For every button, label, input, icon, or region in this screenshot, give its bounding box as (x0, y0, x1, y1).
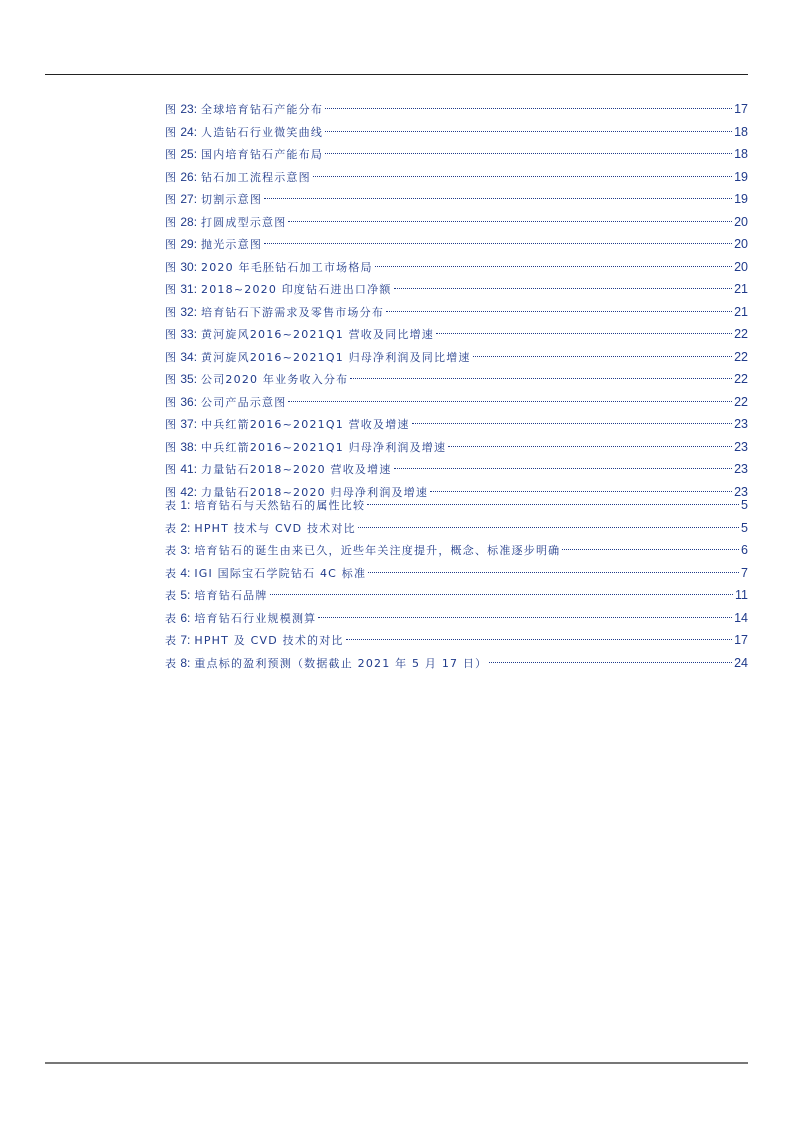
entry-title: 钻石加工流程示意图 (201, 170, 311, 184)
entry-prefix: 图 (165, 350, 177, 364)
entry-title: 公司产品示意图 (201, 395, 287, 409)
toc-entry[interactable] (165, 98, 748, 121)
entry-label (165, 346, 197, 370)
entry-page-number: 22 (734, 327, 748, 341)
entry-title: 重点标的盈利预测（数据截止 2021 年 5 月 17 日） (194, 656, 488, 670)
entry-number: 36: (180, 394, 198, 409)
entry-number: 34: (180, 349, 198, 364)
entry-number: 28: (180, 214, 198, 229)
toc-entry[interactable] (165, 458, 748, 481)
entry-title: HPHT 技术与 CVD 技术对比 (194, 521, 356, 535)
entry-label (165, 458, 197, 482)
entry-number: 41: (180, 462, 198, 476)
entry-number: 5: (180, 588, 191, 602)
entry-prefix: 图 (165, 373, 177, 386)
entry-title: 培育钻石的诞生由来已久，近些年关注度提升，概念、标准逐步明确 (194, 544, 561, 557)
entry-label (165, 323, 197, 347)
toc-entry[interactable] (165, 391, 748, 414)
dot-leader (264, 243, 732, 244)
dot-leader (394, 468, 733, 469)
entry-page-number: 17 (734, 633, 748, 647)
entry-page-number: 17 (734, 102, 748, 116)
toc-entry[interactable] (165, 188, 748, 211)
entry-label (165, 629, 190, 653)
entry-prefix: 表 (165, 634, 177, 647)
toc-entry[interactable] (165, 346, 748, 369)
header-rule (45, 74, 748, 75)
dot-leader (448, 446, 732, 447)
entry-page-number: 5 (741, 520, 748, 535)
entry-number: 1: (180, 498, 191, 512)
entry-number: 31: (180, 282, 198, 296)
entry-title: 切割示意图 (201, 193, 263, 206)
entry-prefix: 图 (165, 463, 177, 476)
entry-prefix: 表 (165, 656, 177, 670)
dot-leader (562, 549, 739, 550)
entry-page-number: 23 (734, 439, 748, 454)
dot-leader (386, 311, 732, 312)
entry-prefix: 图 (165, 305, 177, 319)
dot-leader (270, 594, 733, 595)
entry-number: 37: (180, 417, 198, 431)
entry-page-number: 23 (734, 484, 748, 499)
toc-entry[interactable] (165, 413, 748, 436)
dot-leader (473, 356, 733, 357)
entry-label (165, 494, 190, 518)
dot-leader (325, 131, 732, 132)
entry-prefix: 图 (165, 283, 177, 296)
toc-entry[interactable] (165, 143, 748, 166)
entry-prefix: 表 (165, 499, 177, 512)
entry-number: 8: (180, 655, 191, 670)
entry-title: 抛光示意图 (201, 238, 263, 251)
toc-entry[interactable] (165, 301, 748, 324)
entry-prefix: 图 (165, 238, 177, 251)
dot-leader (313, 176, 732, 177)
entry-number: 25: (180, 147, 198, 161)
entry-title: 2018~2020 印度钻石进出口净额 (201, 283, 392, 296)
toc-entry[interactable] (165, 539, 748, 562)
entry-number: 2: (180, 520, 191, 535)
entry-number: 4: (180, 565, 191, 580)
dot-leader (288, 221, 732, 222)
entry-label (165, 413, 197, 437)
toc-entry[interactable] (165, 436, 748, 459)
entry-title: 打圆成型示意图 (201, 215, 287, 229)
entry-prefix: 表 (165, 566, 177, 580)
dot-leader (264, 198, 732, 199)
toc-entry[interactable] (165, 562, 748, 585)
entry-number: 7: (180, 633, 191, 647)
entry-label (165, 607, 190, 631)
dot-leader (325, 153, 732, 154)
entry-number: 24: (180, 124, 198, 139)
entry-page-number: 19 (734, 192, 748, 206)
dot-leader (394, 288, 733, 289)
dot-leader (288, 401, 732, 402)
entry-prefix: 表 (165, 589, 177, 602)
figure-index (165, 98, 748, 503)
entry-title: 公司2020 年业务收入分布 (201, 373, 349, 386)
entry-label (165, 233, 197, 257)
entry-label (165, 256, 197, 280)
entry-number: 33: (180, 327, 198, 341)
entry-page-number: 23 (734, 462, 748, 476)
toc-entry[interactable] (165, 607, 748, 630)
entry-page-number: 23 (734, 417, 748, 431)
entry-number: 32: (180, 304, 198, 319)
entry-page-number: 24 (734, 655, 748, 670)
toc-entry[interactable] (165, 256, 748, 279)
entry-page-number: 11 (735, 588, 748, 602)
dot-leader (375, 266, 732, 267)
entry-page-number: 18 (734, 124, 748, 139)
dot-leader (367, 504, 739, 505)
dot-leader (318, 617, 732, 618)
entry-page-number: 5 (741, 498, 748, 512)
entry-label (165, 539, 190, 563)
entry-title: 培育钻石与天然钻石的属性比较 (194, 499, 366, 512)
entry-label (165, 652, 190, 676)
entry-label (165, 301, 197, 325)
toc-entry[interactable] (165, 323, 748, 346)
entry-page-number: 14 (734, 610, 748, 625)
entry-number: 42: (180, 484, 198, 499)
dot-leader (358, 527, 739, 528)
entry-page-number: 22 (734, 372, 748, 386)
dot-leader (368, 572, 739, 573)
entry-number: 30: (180, 259, 198, 274)
entry-title: 力量钻石2018~2020 营收及增速 (201, 463, 392, 476)
entry-label (165, 211, 197, 235)
entry-label (165, 98, 197, 122)
toc-entry[interactable] (165, 584, 748, 607)
entry-title: 2020 年毛胚钻石加工市场格局 (201, 260, 373, 274)
toc-entry[interactable] (165, 121, 748, 144)
entry-page-number: 21 (734, 282, 748, 296)
toc-entry[interactable] (165, 278, 748, 301)
entry-page-number: 22 (734, 394, 748, 409)
dot-leader (346, 639, 732, 640)
entry-page-number: 20 (734, 214, 748, 229)
entry-page-number: 20 (734, 237, 748, 251)
entry-label (165, 436, 197, 460)
entry-title: 中兵红箭2016~2021Q1 归母净利润及增速 (201, 440, 447, 454)
entry-title: HPHT 及 CVD 技术的对比 (194, 634, 344, 647)
table-index (165, 494, 748, 674)
dot-leader (325, 108, 732, 109)
entry-prefix: 图 (165, 418, 177, 431)
entry-prefix: 图 (165, 215, 177, 229)
entry-label (165, 188, 197, 212)
entry-number: 35: (180, 372, 198, 386)
entry-number: 38: (180, 439, 198, 454)
entry-prefix: 表 (165, 521, 177, 535)
entry-title: 黄河旋风2016~2021Q1 归母净利润及同比增速 (201, 350, 471, 364)
entry-prefix: 图 (165, 193, 177, 206)
toc-entry[interactable] (165, 517, 748, 540)
dot-leader (436, 333, 732, 334)
entry-label (165, 166, 197, 190)
entry-prefix: 图 (165, 170, 177, 184)
dot-leader (489, 662, 732, 663)
entry-title: 培育钻石品牌 (194, 589, 268, 602)
entry-label (165, 278, 197, 302)
entry-prefix: 图 (165, 260, 177, 274)
toc-entry[interactable] (165, 494, 748, 517)
entry-title: IGI 国际宝石学院钻石 4C 标准 (194, 566, 367, 580)
toc-entry[interactable] (165, 211, 748, 234)
entry-number: 26: (180, 169, 198, 184)
toc-entry[interactable] (165, 368, 748, 391)
entry-title: 黄河旋风2016~2021Q1 营收及同比增速 (201, 328, 434, 341)
entry-number: 29: (180, 237, 198, 251)
entry-title: 力量钻石2018~2020 归母净利润及增速 (201, 485, 429, 499)
dot-leader (430, 491, 732, 492)
entry-page-number: 19 (734, 169, 748, 184)
toc-entry[interactable] (165, 629, 748, 652)
entry-title: 国内培育钻石产能布局 (201, 148, 324, 161)
entry-prefix: 图 (165, 148, 177, 161)
footer-rule (45, 1062, 748, 1064)
entry-prefix: 图 (165, 328, 177, 341)
entry-label (165, 584, 190, 608)
entry-title: 培育钻石下游需求及零售市场分布 (201, 305, 385, 319)
entry-page-number: 21 (734, 304, 748, 319)
entry-page-number: 18 (734, 147, 748, 161)
entry-number: 27: (180, 192, 198, 206)
entry-title: 培育钻石行业规模测算 (194, 611, 317, 625)
entry-page-number: 22 (734, 349, 748, 364)
entry-label (165, 391, 197, 415)
entry-prefix: 图 (165, 103, 177, 116)
entry-page-number: 6 (741, 543, 748, 557)
entry-title: 中兵红箭2016~2021Q1 营收及增速 (201, 418, 410, 431)
toc-entry[interactable] (165, 166, 748, 189)
entry-prefix: 图 (165, 485, 177, 499)
entry-prefix: 表 (165, 544, 177, 557)
entry-page-number: 7 (741, 565, 748, 580)
entry-label (165, 517, 190, 541)
toc-entry[interactable] (165, 233, 748, 256)
entry-label (165, 143, 197, 167)
entry-number: 3: (180, 543, 191, 557)
entry-prefix: 图 (165, 125, 177, 139)
entry-title: 全球培育钻石产能分布 (201, 103, 324, 116)
entry-page-number: 20 (734, 259, 748, 274)
entry-prefix: 图 (165, 440, 177, 454)
entry-number: 23: (180, 102, 198, 116)
entry-title: 人造钻石行业微笑曲线 (201, 125, 324, 139)
toc-entry[interactable] (165, 652, 748, 675)
entry-prefix: 图 (165, 395, 177, 409)
entry-number: 6: (180, 610, 191, 625)
dot-leader (412, 423, 733, 424)
entry-label (165, 121, 197, 145)
dot-leader (350, 378, 732, 379)
entry-label (165, 562, 190, 586)
entry-label (165, 368, 197, 392)
entry-prefix: 表 (165, 611, 177, 625)
